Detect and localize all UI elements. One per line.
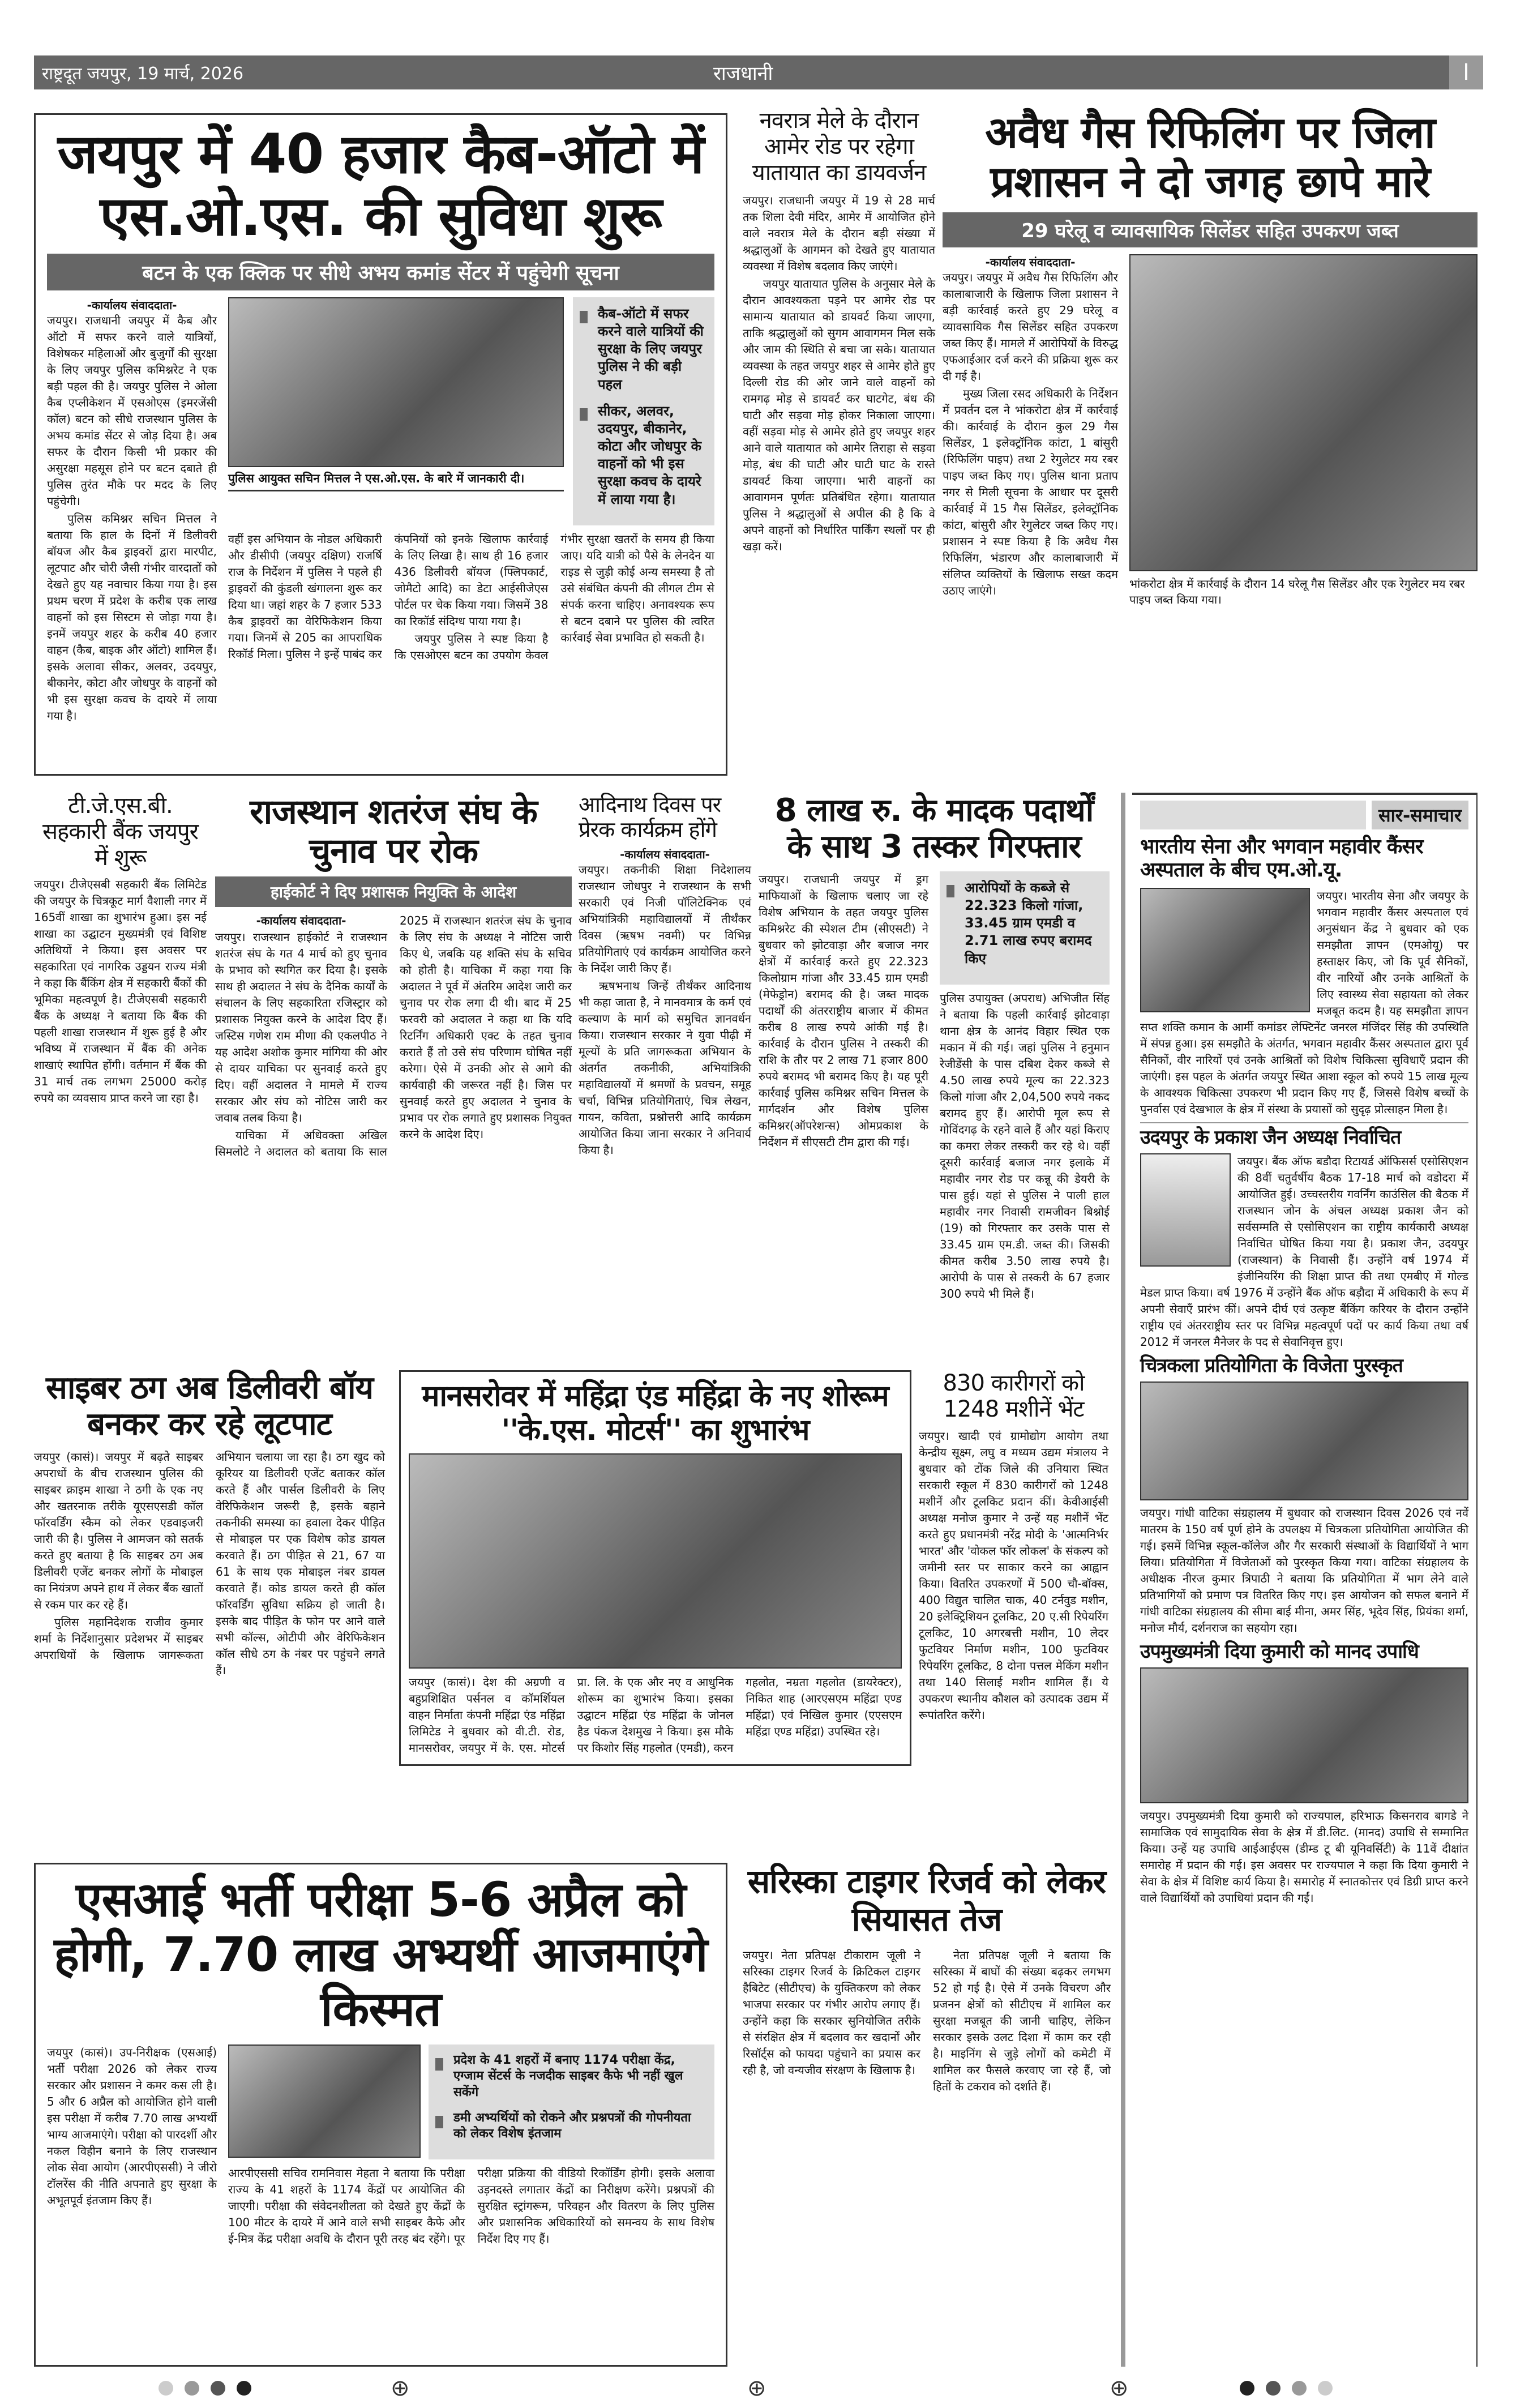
photo-caption: भांकरोटा क्षेत्र में कार्रवाई के दौरान 14 घरेलू गैस सिलेंडर और एक रेगुलेटर मय रबर पाइप जब्त किया गया। [1129,576,1465,606]
article-cyber-fraud [34,1370,385,1679]
convocation-photo [1140,1667,1468,1803]
article-drug-smugglers [759,793,1110,1303]
headline: राजस्थान शतरंज संघ के चुनाव पर रोक [250,792,537,871]
column-1 [47,297,217,725]
showroom-inauguration-photo [409,1453,902,1669]
page-header-bar [34,55,1483,89]
subheadline: 29 घरेलू व व्यावसायिक सिलेंडर सहित उपकरण जब्त [943,212,1478,247]
headline: एसआई भर्ती परीक्षा 5-6 अप्रैल को होगी, 7.70 लाख अभ्यर्थी आजमाएंगे किस्मत [54,1872,708,2037]
article-body: जयपुर। बैंक ऑफ बडौदा रिटायर्ड ऑफिसर्स एसोसिएशन की 8वीं चतुर्वर्षीय बैठक 17-18 मार्च को वडोदरा में आयोजित हुई। उच्चस्तरीय गवर्निंग काउंसिल की बैठक में राजस्थान जोन के अंचल अध्यक्ष प्रकाश जैन को सर्वसम्मति से एसोसिएशन का राष्ट्रीय कार्यकारी अध्यक्ष निर्वाचित घोषित किया गया है। प्रकाश जैन, उदयपुर (राजस्थान) के निवासी हैं। उन्होंने वर्ष 1974 में इंजीनियरिंग की शिक्षा प्राप्त की तथा एमबीए में गोल्ड मेडल प्राप्त किया। वर्ष 1976 में उन्होंने बैंक ऑफ बड़ौदा में अधिकारी के रूप में अपनी सेवाएँ प्रारंभ कीं। अपने दीर्घ एवं उत्कृष्ट बैंकिंग करियर के दौरान उन्होंने राष्ट्रीय एवं अंतरराष्ट्रीय स्तर पर विभिन्न महत्वपूर्ण पदों पर कार्य किया तथा वर्ष 2012 में जनरल मैनेजर के पद से सेवानिवृत्त हुए। [1140,1154,1468,1349]
byline: -कार्यालय संवाददाता- [256,914,346,927]
article-body-cont: आरपीएससी सचिव रामनिवास मेहता ने बताया कि परीक्षा राज्य के 41 शहरों के 1174 केंद्रों पर आयोजित की जाएगी। परीक्षा की संवेदनशीलता को देखते हुए केंद्रों के 100 मीटर के दायरे में आने वाले सभी साइबर कैफे और ई-मित्र केंद्र परीक्षा अवधि के दौरान पूरी तरह बंद रहेंगे। पूर परीक्षा प्रक्रिया की वीडियो रिकॉर्डिंग होगी। इसके अलावा उड़नदस्ते लगातार केंद्रों का निरीक्षण करेंगे। प्रश्नपत्रों की सुरक्षित स्ट्रांगरूम, परिवहन और वितरण के लिए पुलिस और प्रशासनिक अधिकारियों को समन्वय के साथ विशेष निर्देश दिए गए हैं। [228,2166,714,2246]
color-registration-dots [159,2381,263,2398]
article-columns [47,297,714,725]
police-commissioner-photo [228,297,564,467]
highlight-item: सीकर, अलवर, उदयपुर, बीकानेर, कोटा और जोधपुर के वाहनों को भी इस सुरक्षा कवच के दायरे में लाया गया है। [580,403,708,508]
headline: साइबर ठग अब डिलीवरी बॉय बनकर कर रहे लूटपाट [46,1370,373,1443]
headline: जयपुर में 40 हजार कैब-ऑटो में एस.ओ.एस. की सुविधा शुरू [57,122,704,249]
jain-article [1140,1122,1468,1350]
headline: 8 लाख रु. के मादक पदार्थों के साथ 3 तस्कर गिरफ्तार [774,792,1094,866]
article-body: जयपुर (कासं)। जयपुर में बढ़ते साइबर अपराधों के बीच राजस्थान पुलिस की साइबर क्राइम शाखा ने ठगी के एक नए और खतरनाक तरीके यूएसएसडी कॉल फॉरवर्डिंग स्कैम को लेकर एडवाइजरी जारी की है। पुलिस ने आमजन को सतर्क करते हुए बताया है कि साइबर ठग अब डिलीवरी एजेंट बनकर लोगों के मोबाइल का नियंत्रण अपने हाथ में लेकर बैंक खातों से रकम पार कर रहे हैं। पुलिस महानिदेशक राजीव कुमार शर्मा के निर्देशानुसार प्रदेशभर में साइबर अपराधियों के खिलाफ जागरूकता अभियान चलाया जा रहा है। ठग खुद को कूरियर या डिलीवरी एजेंट बताकर कॉल करते हैं और पार्सल डिलीवरी के लिए वेरिफिकेशन जरूरी है, इसके बहाने तकनीकी समस्या का हवाला देकर पीड़ित से मोबाइल पर एक विशेष कोड डायल करवाते हैं। ठग पीड़ित से 21, 67 या 61 के साथ एक मोबाइल नंबर डायल करवाते हैं। कोड डायल करते ही कॉल फॉरवर्डिंग सुविधा सक्रिय हो जाती है। इसके बाद पीड़ित के फोन पर आने वाले सभी कॉल्स, ओटीपी और वेरिफिकेशन कॉल सीधे ठग के नंबर पर पहुंचने लगते हैं। [34,1449,385,1677]
section-label-bar [1140,801,1366,829]
highlight-item: आरोपियों के कब्जे से 22.323 किलो गांजा, 33.45 ग्राम एमडी व 2.71 लाख रुपए बरामद किए [947,879,1103,968]
article-body: जयपुर। नेता प्रतिपक्ष टीकाराम जूली ने सरिस्का टाइगर रिजर्व के क्रिटिकल टाइगर हैबिटेट (सीटीएच) के युक्तिकरण को लेकर भाजपा सरकार पर गंभीर आरोप लगाए हैं। उन्होंने कहा कि सरकार सुनियोजित तरीके से संरक्षित क्षेत्र में बदलाव कर खदानों और रिसॉर्ट्स को फायदा पहुंचाने का प्रयास कर रही है, जो वन्यजीव संरक्षण के खिलाफ है। नेता प्रतिपक्ष जूली ने बताया कि सरिस्का में बाघों की संख्या बढ़कर लगभग 52 हो गई है। ऐसे में उनके विचरण और प्रजनन क्षेत्रों को सीटीएच में शामिल कर सुरक्षा मजबूत की जानी चाहिए, लेकिन सरकार इसके उलट दिशा में काम कर रही है। माइनिंग से जुड़े लोगों को कमेटी में शामिल कर फैसले करवाए जा रहे हैं, जो हितों के टकराव को दर्शाते हैं। [743,1948,1111,2094]
article-gas-refilling [943,108,1478,608]
sar-samachar-column [1132,793,1478,2367]
highlight-item: डमी अभ्यर्थियों को रोकने और प्रश्नपत्रों की गोपनीयता को लेकर विशेष इंतजाम [435,2110,708,2142]
highlight-box [573,297,714,525]
headline: मानसरोवर में महिंद्रा एंड महिंद्रा के नए शोरूम ''के.एस. मोटर्स'' का शुभारंभ [422,1379,889,1447]
column-divider [1121,793,1125,2367]
article-si-exam [34,1863,727,2367]
color-registration-dots [1240,2381,1344,2398]
article-navratra-traffic [743,108,935,556]
mou-article [1140,835,1468,1118]
article-chess-association [215,793,572,1160]
byline: -कार्यालय संवाददाता- [985,255,1076,269]
registration-mark-icon: ⊕ [1110,2375,1129,2401]
seized-cylinders-photo [1129,254,1478,571]
article-artisans-machines [919,1370,1108,1725]
photo-caption: पुलिस आयुक्त सचिन मित्तल ने एस.ओ.एस. के बारे में जानकारी दी। [228,467,564,491]
article-body: जयपुर। तकनीकी शिक्षा निदेशालय राजस्थान जोधपुर ने राजस्थान के सभी सरकारी एवं निजी पॉलिटेक्निक एवं अभियांत्रिकी महाविद्यालयों में तीर्थंकर दिवस (ऋषभ नवमी) पर विभिन्न प्रतियोगिताएं एवं कार्यक्रम आयोजित करने के निर्देश जारी किए हैं। ऋषभनाथ जिन्हें तीर्थंकर आदिनाथ भी कहा जाता है, ने मानवमात्र के कर्म एवं कल्याण के मार्ग को समुचित ज्ञानवर्धन किया। राजस्थान सरकार ने युवा पीढ़ी में मूल्यों के प्रति जागरूकता अभियान के अंतर्गत तकनीकी, अभियांत्रिकी महाविद्यालयों में श्रमणों के प्रवचन, समूह चर्चा, विभिन्न प्रतियोगिताएं, चित्र लेखन, गायन, कविता, प्रश्नोत्तरी आदि कार्यक्रम आयोजित किया जाना सरकार ने अनिवार्य किया है। [579,863,751,1157]
article-cab-sos [34,113,727,776]
page-number: I [1449,55,1483,89]
article-body: जयपुर (कासं)। उप-निरीक्षक (एसआई) भर्ती परीक्षा 2026 को लेकर राज्य सरकार और प्रशासन ने कमर कस ली है। 5 और 6 अप्रैल को आयोजित होने वाली इस परीक्षा में करीब 7.70 लाख अभ्यर्थी भाग्य आजमाएंगे। परीक्षा को पारदर्शी और नकल विहीन बनाने के लिए राजस्थान लोक सेवा आयोग (आरपीएससी) ने जीरो टॉलरेंस की नीति अपनाते हुए सुरक्षा के अभूतपूर्व इंतजाम किए हैं। [47,2045,217,2207]
article-body: जयपुर। उपमुख्यमंत्री दिया कुमारी को राज्यपाल, हरिभाऊ किसनराव बागडे ने सामाजिक एवं सामुदायिक सेवा के क्षेत्र में डी.लिट. (मानद) उपाधि से सम्मानित किया। उन्हें यह उपाधि आईआईएस (डीम्ड टू बी यूनिवर्सिटी) के 11वें दीक्षांत समारोह में प्रदान की गई। इस अवसर पर राज्यपाल ने कहा कि दिया कुमारी ने सेवा के क्षेत्र में विशिष्ट कार्य किया है। समारोह में स्नातकोत्तर एवं डिग्री प्राप्त करने वाले विद्यार्थियों को उपाधियां प्रदान की गईं। [1140,1809,1468,1905]
article-body-cont: पुलिस उपायुक्त (अपराध) अभिजीत सिंह ने बताया कि पहली कार्रवाई झोटवाड़ा थाना क्षेत्र के आनंद विहार स्थित एक मकान में की गई। जहां पुलिस ने हनुमान रेजीडेंसी के पास दबिश देकर कब्जे से 4.50 लाख रुपये मूल्य का 22.323 किलो गांजा और 2,04,500 रुपये नकद बरामद हुए हैं। आरोपी मूल रूप से गोविंदगढ़ के रहने वाले हैं और यहां किराए का कमरा लेकर तस्करी कर रहे थे। वहीं दूसरी कार्रवाई बजाज नगर इलाके में महावीर नगर रोड पर कन्नू की डेयरी के पास हुई। यहां से पुलिस ने पाली हाल महावीर नगर निवासी रामजीवन बिश्नोई (19) को गिरफ्तार कर उसके पास से 33.45 ग्राम एम.डी. जब्त की। जिसकी कीमत करीब 3.50 लाख रुपये है। आरोपी के पास से तस्करी के 67 हजार 300 रुपये भी मिले हैं। [940,991,1110,1301]
art-winners-photo [1140,1382,1468,1500]
article-body: जयपुर। टीजेएसबी सहकारी बैंक लिमिटेड की जयपुर के चित्रकूट मार्ग वैशाली नगर में 165वीं शाखा का शुभारंभ हुआ। इस नई शाखा का उद्घाटन मुख्यमंत्री एवं विशिष्ट अतिथियों ने किया। इस अवसर पर सहकारिता एवं नागरिक उड्डयन राज्य मंत्री ने कहा कि बैंकिंग क्षेत्र में सहकारी बैंकों की भूमिका महत्वपूर्ण है। टीजेएसबी सहकारी बैंक के अध्यक्ष ने बताया कि बैंक की पहली शाखा राजस्थान में शुरू हुई है और भविष्य में राजस्थान में बैंक की अनेक शाखाएं स्थापित होंगी। वर्तमान में बैंक की 31 मार्च तक लगभग 25000 करोड़ रुपये का व्यवसाय प्राप्त करने जा रहा है। [34,878,207,1105]
highlight-box [429,2045,714,2159]
headline: सरिस्का टाइगर रिजर्व को लेकर सियासत तेज [747,1862,1106,1939]
column-1 [943,254,1118,608]
headline: भारतीय सेना और भगवान महावीर कैंसर अस्पताल के बीच एम.ओ.यू. [1140,835,1423,882]
edition-date: राष्ट्रदूत जयपुर, 19 मार्च, 2026 [42,63,244,84]
article-body: जयपुर। जयपुर में अवैध गैस रिफिलिंग और कालाबाजारी के खिलाफ जिला प्रशासन ने बड़ी कार्रवाई करते हुए 29 घरेलू व व्यावसायिक गैस सिलेंडर सहित उपकरण जब्त किए हैं। मामले में आरोपियों के विरुद्ध एफआईआर दर्ज करने की प्रक्रिया शुरू कर दी गई है। मुख्य जिला रसद अधिकारी के निर्देशन में प्रवर्तन दल ने भांकरोटा क्षेत्र में कार्रवाई की। कार्रवाई के दौरान कुल 29 गैस सिलेंडर, 1 इलेक्ट्रॉनिक कांटा, 1 बांसुरी (रिफिलिंग पाइप) तथा 2 रेगुलेटर मय रबर पाइप जब्त किए गए। पुलिस थाना प्रताप नगर से मिली सूचना के आधार पर दूसरी कार्रवाई में 15 गैस सिलेंडर, इलेक्ट्रॉनिक कांटा, बांसुरी और रेगुलेटर जब्त किए गए। प्रशासन ने स्पष्ट किया है कि अवैध गैस रिफिलिंग, भंडारण और कालाबाजारी में संलिप्त व्यक्तियों के खिलाफ सख्त कदम उठाए जाएंगे। [943,270,1118,597]
section-name: राजधानी [713,62,773,85]
article-body: जयपुर। खादी एवं ग्रामोद्योग आयोग तथा केन्द्रीय सूक्ष्म, लघु व मध्यम उद्यम मंत्रालय ने बुधवार को टोंक जिले की उनियारा स्थित सरकारी स्कूल में 830 कारीगरों को 1248 मशीनें और टूलकिट प्रदान कीं। केवीआईसी अध्यक्ष मनोज कुमार ने उन्हें यह मशीनें भेंट करते हुए प्रधानमंत्री नरेंद्र मोदी के 'आत्मनिर्भर भारत' और 'वोकल फॉर लोकल' के संकल्प को जमीनी स्तर पर साकार करने का आह्वान किया। वितरित उपकरणों में 500 चौ-बॉक्स, 400 विद्युत चालित चाक, 40 टर्नवुड मशीन, 20 इलेक्ट्रिशियन टूलकिट, 20 ए.सी रिपेयरिंग टूलकिट, 10 अगरबत्ती मशीन, 10 लेदर फुटवियर निर्माण मशीन, 100 फुटवियर रिपेयरिंग टूलकिट, 8 दोना पत्तल मेकिंग मशीन तथा 140 सिलाई मशीन शामिल हैं। ये उपकरण स्थानीय कौशल को उत्पादक उद्यम में रूपांतरित करेंगे। [919,1429,1108,1722]
diya-kumari-article [1140,1641,1468,1906]
article-body-cont: वहीं इस अभियान के नोडल अधिकारी और डीसीपी (जयपुर दक्षिण) राजर्षि राज के निर्देशन में पुलिस ने पहले ही ड्राइवरों की कुंडली खंगालना शुरू कर दिया था। जहां शहर के 7 हजार 533 कैब ड्राइवरों का वेरिफिकेशन किया गया। जिनमें से 205 का आपराधिक रिकॉर्ड मिला। पुलिस ने इन्हें पाबंद कर कंपनियों को इनके खिलाफ कार्रवाई के लिए लिखा है। साथ ही 16 हजार 436 डिलीवरी बॉयज (फ्लिपकार्ट, जोमैटो आदि) का डेटा आईसीजेएस पोर्टल पर चेक किया गया। जिसमें 38 का रिकॉर्ड संदिग्ध पाया गया है। जयपुर पुलिस ने स्पष्ट किया है कि एसओएस बटन का उपयोग केवल गंभीर सुरक्षा खतरों के समय ही किया जाए। यदि यात्री को पैसे के लेनदेन या राइड से जुड़ी कोई अन्य समस्या है तो उसे संबंधित कंपनी की लीगल टीम से संपर्क करना चाहिए। अनावश्यक रूप से बटन दबाने पर पुलिस की त्वरित कार्रवाई सेवा प्रभावित हो सकती है। [228,532,714,662]
article-body: -कार्यालय संवाददाता- जयपुर। राजस्थान हाईकोर्ट ने राजस्थान शतरंज संघ के गत 4 मार्च को हुए चुनाव के प्रभाव को स्थगित कर दिया है। इसके साथ ही अदालत ने संघ के दैनिक कार्यों के संचालन के लिए सहकारिता रजिस्ट्रार को प्रशासक नियुक्त करने के आदेश दिए हैं। जस्टिस गणेश राम मीणा की एकलपीठ ने यह आदेश अशोक कुमार मांगिया की ओर से दायर याचिका पर सुनवाई करते हुए दिए। वहीं अदालत ने मामले में राज्य सरकार और संघ को नोटिस जारी कर जवाब तलब किया है। याचिका में अधिवक्ता अखिल सिमलोटे ने अदालत को बताया कि साल 2025 में राजस्थान शतरंज संघ के चुनाव के लिए संघ के अध्यक्ष ने नोटिस जारी किए थे, जबकि यह शक्ति संघ के सचिव को होती है। याचिका में कहा गया कि अदालत ने पूर्व में अंतरिम आदेश जारी कर चुनाव पर रोक लगा दी थी। बाद में 25 फरवरी को अदालत ने कहा था कि यदि रिटर्निंग अधिकारी एक्ट के तहत चुनाव कराते हैं तो उसे संघ परिणाम घोषित नहीं करेगा। ऐसे में उनकी ओर से आगे की कार्यवाही की जरूरत नहीं है। जिस पर सुनवाई करते हुए अदालत ने चुनाव के प्रभाव पर रोक लगाते हुए प्रशासक नियुक्त करने के आदेश दिए। [215,914,572,1158]
article-body: जयपुर (कासं)। देश की अग्रणी व बहुप्रशिक्षित पर्सनल व कॉमर्शियल वाहन निर्माता कंपनी महिंद्रा एंड महिंद्रा लिमिटेड ने बुधवार को वी.टी. रोड, मानसरोवर, जयपुर में के. एस. मोटर्स प्रा. लि. के एक और नए व आधुनिक शोरूम का शुभारंभ किया। इसका उद्घाटन महिंद्रा एंड महिंद्रा के जोनल हैड पंकज देशमुख ने किया। इस मौके पर किशोर सिंह गहलोत (एमडी), करन गहलोत, नम्रता गहलोत (डायरेक्टर), निकित शाह (आरएसएम महिंद्रा एण्ड महिंद्रा) एवं निखिल कुमार (एएसएम महिंद्रा एण्ड महिंद्रा) उपस्थित रहे। [409,1675,902,1755]
registration-mark-icon: ⊕ [747,2375,766,2401]
article-mahindra-showroom [399,1370,911,1766]
headline: 830 कारीगरों को 1248 मशीनें भेंट [943,1370,1085,1422]
headline: चित्रकला प्रतियोगिता के विजेता पुरस्कृत [1140,1354,1403,1377]
headline: अवैध गैस रिफिलिंग पर जिला प्रशासन ने दो जगह छापे मारे [985,107,1435,207]
headline: टी.जे.एस.बी. सहकारी बैंक जयपुर में शुरू [42,793,199,871]
article-body: जयपुर। राजधानी जयपुर में 19 से 28 मार्च तक शिला देवी मंदिर, आमेर में आयोजित होने वाले नवरात्र मेले के दौरान बड़ी संख्या में श्रद्धालुओं के आगमन को देखते हुए यातायात व्यवस्था में विशेष बदलाव किए जाएंगे। जयपुर यातायात पुलिस के अनुसार मेले के दौरान आवश्यकता पड़ने पर आमेर रोड पर सामान्य यातायात को डायवर्ट किया जाएगा, ताकि श्रद्धालुओं को सुगम आवागमन मिल सके और जाम की स्थिति से बचा जा सके। यातायात व्यवस्था के तहत जयपुर शहर से आमेर होते हुए दिल्ली रोड की ओर जाने वाले वाहनों को रामगढ़ मोड़ से डायवर्ट कर घाटगेट, बंध की घाटी और सड़वा मोड़ होकर निकाला जाएगा। वहीं सड़वा मोड़ से आमेर होते हुए जयपुर शहर आने वाले यातायात को आमेर तिराहा से सड़वा मोड़, बंध की घाटी और घाटी घाट के रास्ते डायवर्ट किया जाएगा। भारी वाहनों का आवागमन पूर्णतः प्रतिबंधित रहेगा। यातायात पुलिस ने श्रद्धालुओं से अपील की है कि वे अपने वाहनों को निर्धारित पार्किंग स्थलों पर ही खड़ा करें। [743,194,935,553]
registration-mark-icon: ⊕ [391,2375,410,2401]
section-label: सार-समाचार [1372,801,1468,829]
prakash-jain-portrait [1140,1153,1231,1267]
byline: -कार्यालय संवाददाता- [87,298,177,312]
article-body: जयपुर। गांधी वाटिका संग्रहालय में बुधवार को राजस्थान दिवस 2026 एवं नवें मातरम के 150 वर्ष पूर्ण होने के उपलक्ष्य में चित्रकला प्रतियोगिता आयोजित की गई। इसमें विभिन्न स्कूल-कॉलेज और गैर सरकारी संस्थाओं के विद्यार्थियों ने भाग लिया। प्रतियोगिता में विजेताओं को पुरस्कृत किया गया। वाटिका संग्रहालय के अधीक्षक नीरज कुमार त्रिपाठी ने बताया कि प्रतियोगिता में भाग लेने वाले प्रतिभागियों को प्रमाण पत्र वितरित किए गए। इस आयोजन को सफल बनाने में गांधी वाटिका संग्रहालय की सीमा बाई मीना, अमर सिंह, भूदेव सिंह, प्रियंका शर्मा, मनोज मौर्य, दर्शनराज का सहयोग रहा। [1140,1505,1468,1635]
highlight-item: प्रदेश के 41 शहरों में बनाए 1174 परीक्षा केंद्र, एग्जाम सेंटर्स के नजदीक साइबर कैफे भी नहीं खुल सकेंगे [435,2052,708,2101]
article-body: जयपुर। राजधानी जयपुर में कैब और ऑटो में सफर करने वाले यात्रियों, विशेषकर महिलाओं और बुजुर्गों की सुरक्षा के लिए जयपुर पुलिस कमिश्नरेट ने एक बड़ी पहल की है। जयपुर पुलिस ने ओला कैब एप्लीकेशन में एसओएस (इमरजेंसी कॉल) बटन को सीधे राजस्थान पुलिस के अभय कमांड सेंटर से जोड़ दिया है। अब सफर के दौरान किसी भी प्रकार की असुरक्षा महसूस होने पर बटन दबाते ही पुलिस तुरंत मौके पर मदद के लिए पहुंचेगी। पुलिस कमिश्नर सचिन मित्तल ने बताया कि हाल के दिनों में डिलीवरी बॉयज और कैब ड्राइवरों द्वारा मारपीट, लूटपाट और चोरी जैसी गंभीर वारदातों को देखते हुए यह नवाचार किया गया है। इस प्रथम चरण में प्रदेश के करीब एक लाख वाहनों को इस सिस्टम से जोड़ा गया है। इनमें जयपुर शहर के करीब 40 हजार वाहन (कैब, बाइक और ऑटो) शामिल हैं। इसके अलावा सीकर, अलवर, उदयपुर, बीकानेर, कोटा और जोधपुर के वाहनों को भी इस सुरक्षा कवच के दायरे में लाया गया है। [47,313,217,722]
article-body: जयपुर। राजधानी जयपुर में ड्रग माफियाओं के खिलाफ चलाए जा रहे विशेष अभियान के तहत जयपुर पुलिस कमिश्नरेट की स्पेशल टीम (सीएसटी) ने बुधवार को झोटवाड़ा और बजाज नगर क्षेत्रों में कार्रवाई करते हुए 22.323 किलोग्राम गांजा और 33.45 ग्राम एमडी (मेफेड्रोन) बरामद की है। जब्त मादक पदार्थों की अंतरराष्ट्रीय बाजार में कीमत करीब 8 लाख रुपये आंकी गई है। कार्रवाई के दौरान पुलिस ने तस्करी की राशि के तौर पर 2 लाख 71 हजार 800 रुपये बरामद भी बरामद किए है। यह पूरी कार्रवाई पुलिस कमिश्नर सचिन मित्तल के मार्गदर्शन और विशेष पुलिस कमिश्नर(ऑपरेशन्स) ओमप्रकाश के निर्देशन में सीएसटी टीम द्वारा की गई। [759,872,928,1149]
headline: नवरात्र मेले के दौरान आमेर रोड पर रहेगा यातायात का डायवर्जन [752,108,926,186]
article-sariska [743,1863,1111,2095]
highlight-box [940,871,1110,985]
article-adinath-day [579,793,751,1160]
mou-signing-photo [1140,888,1310,1012]
article-body: जयपुर। भारतीय सेना और जयपुर के भगवान महावीर कैंसर अस्पताल एवं अनुसंधान केंद्र ने बुधवार को एक समझौता ज्ञापन (एमओयू) पर हस्ताक्षर किए, जो कि पूर्व सैनिकों, वीर नारियों और उनके आश्रितों के लिए स्वास्थ्य सेवा सहायता को लेकर मजबूत कदम है। यह समझौता ज्ञापन सप्त शक्ति कमान के आर्मी कमांडर लेफ्टिनेंट जनरल मंजिंदर सिंह की उपस्थिति में संपन्न हुआ। इस समझौते के अंतर्गत, भगवान महावीर कैंसर अस्पताल द्वारा पूर्व सैनिकों, वीर नारियों एवं उनके आश्रितों को विशेष चिकित्सा सुविधाएँ प्रदान की जाएंगी। इस पहल के अंतर्गत जयपुर स्थित आशा स्कूल को रुपये 15 लाख मूल्य के आवश्यक चिकित्सा उपकरण भी प्रदान किए गए हैं, जिससे विशेष बच्चों के पुनर्वास एवं देखभाल के क्षेत्र में संस्था के प्रयासों को सुदृढ़ प्रोत्साहन मिला है। [1140,888,1468,1116]
column-right [228,297,714,725]
headline: आदिनाथ दिवस पर प्रेरक कार्यक्रम होंगे [579,792,721,842]
headline: उपमुख्यमंत्री दिया कुमारी को मानद उपाधि [1140,1640,1419,1663]
rpsc-logo-photo [228,2045,421,2158]
byline: -कार्यालय संवाददाता- [620,848,710,862]
headline: उदयपुर के प्रकाश जैन अध्यक्ष निर्वाचित [1140,1126,1401,1149]
art-competition-article [1140,1355,1468,1636]
subheadline: बटन के एक क्लिक पर सीधे अभय कमांड सेंटर में पहुंचेगी सूचना [47,254,714,290]
article-tjsb-bank [34,793,207,1107]
subheadline: हाईकोर्ट ने दिए प्रशासक नियुक्ति के आदेश [215,876,572,907]
highlight-item: कैब-ऑटो में सफर करने वाले यात्रियों की सुरक्षा के लिए जयपुर पुलिस ने की बड़ी पहल [580,305,708,394]
